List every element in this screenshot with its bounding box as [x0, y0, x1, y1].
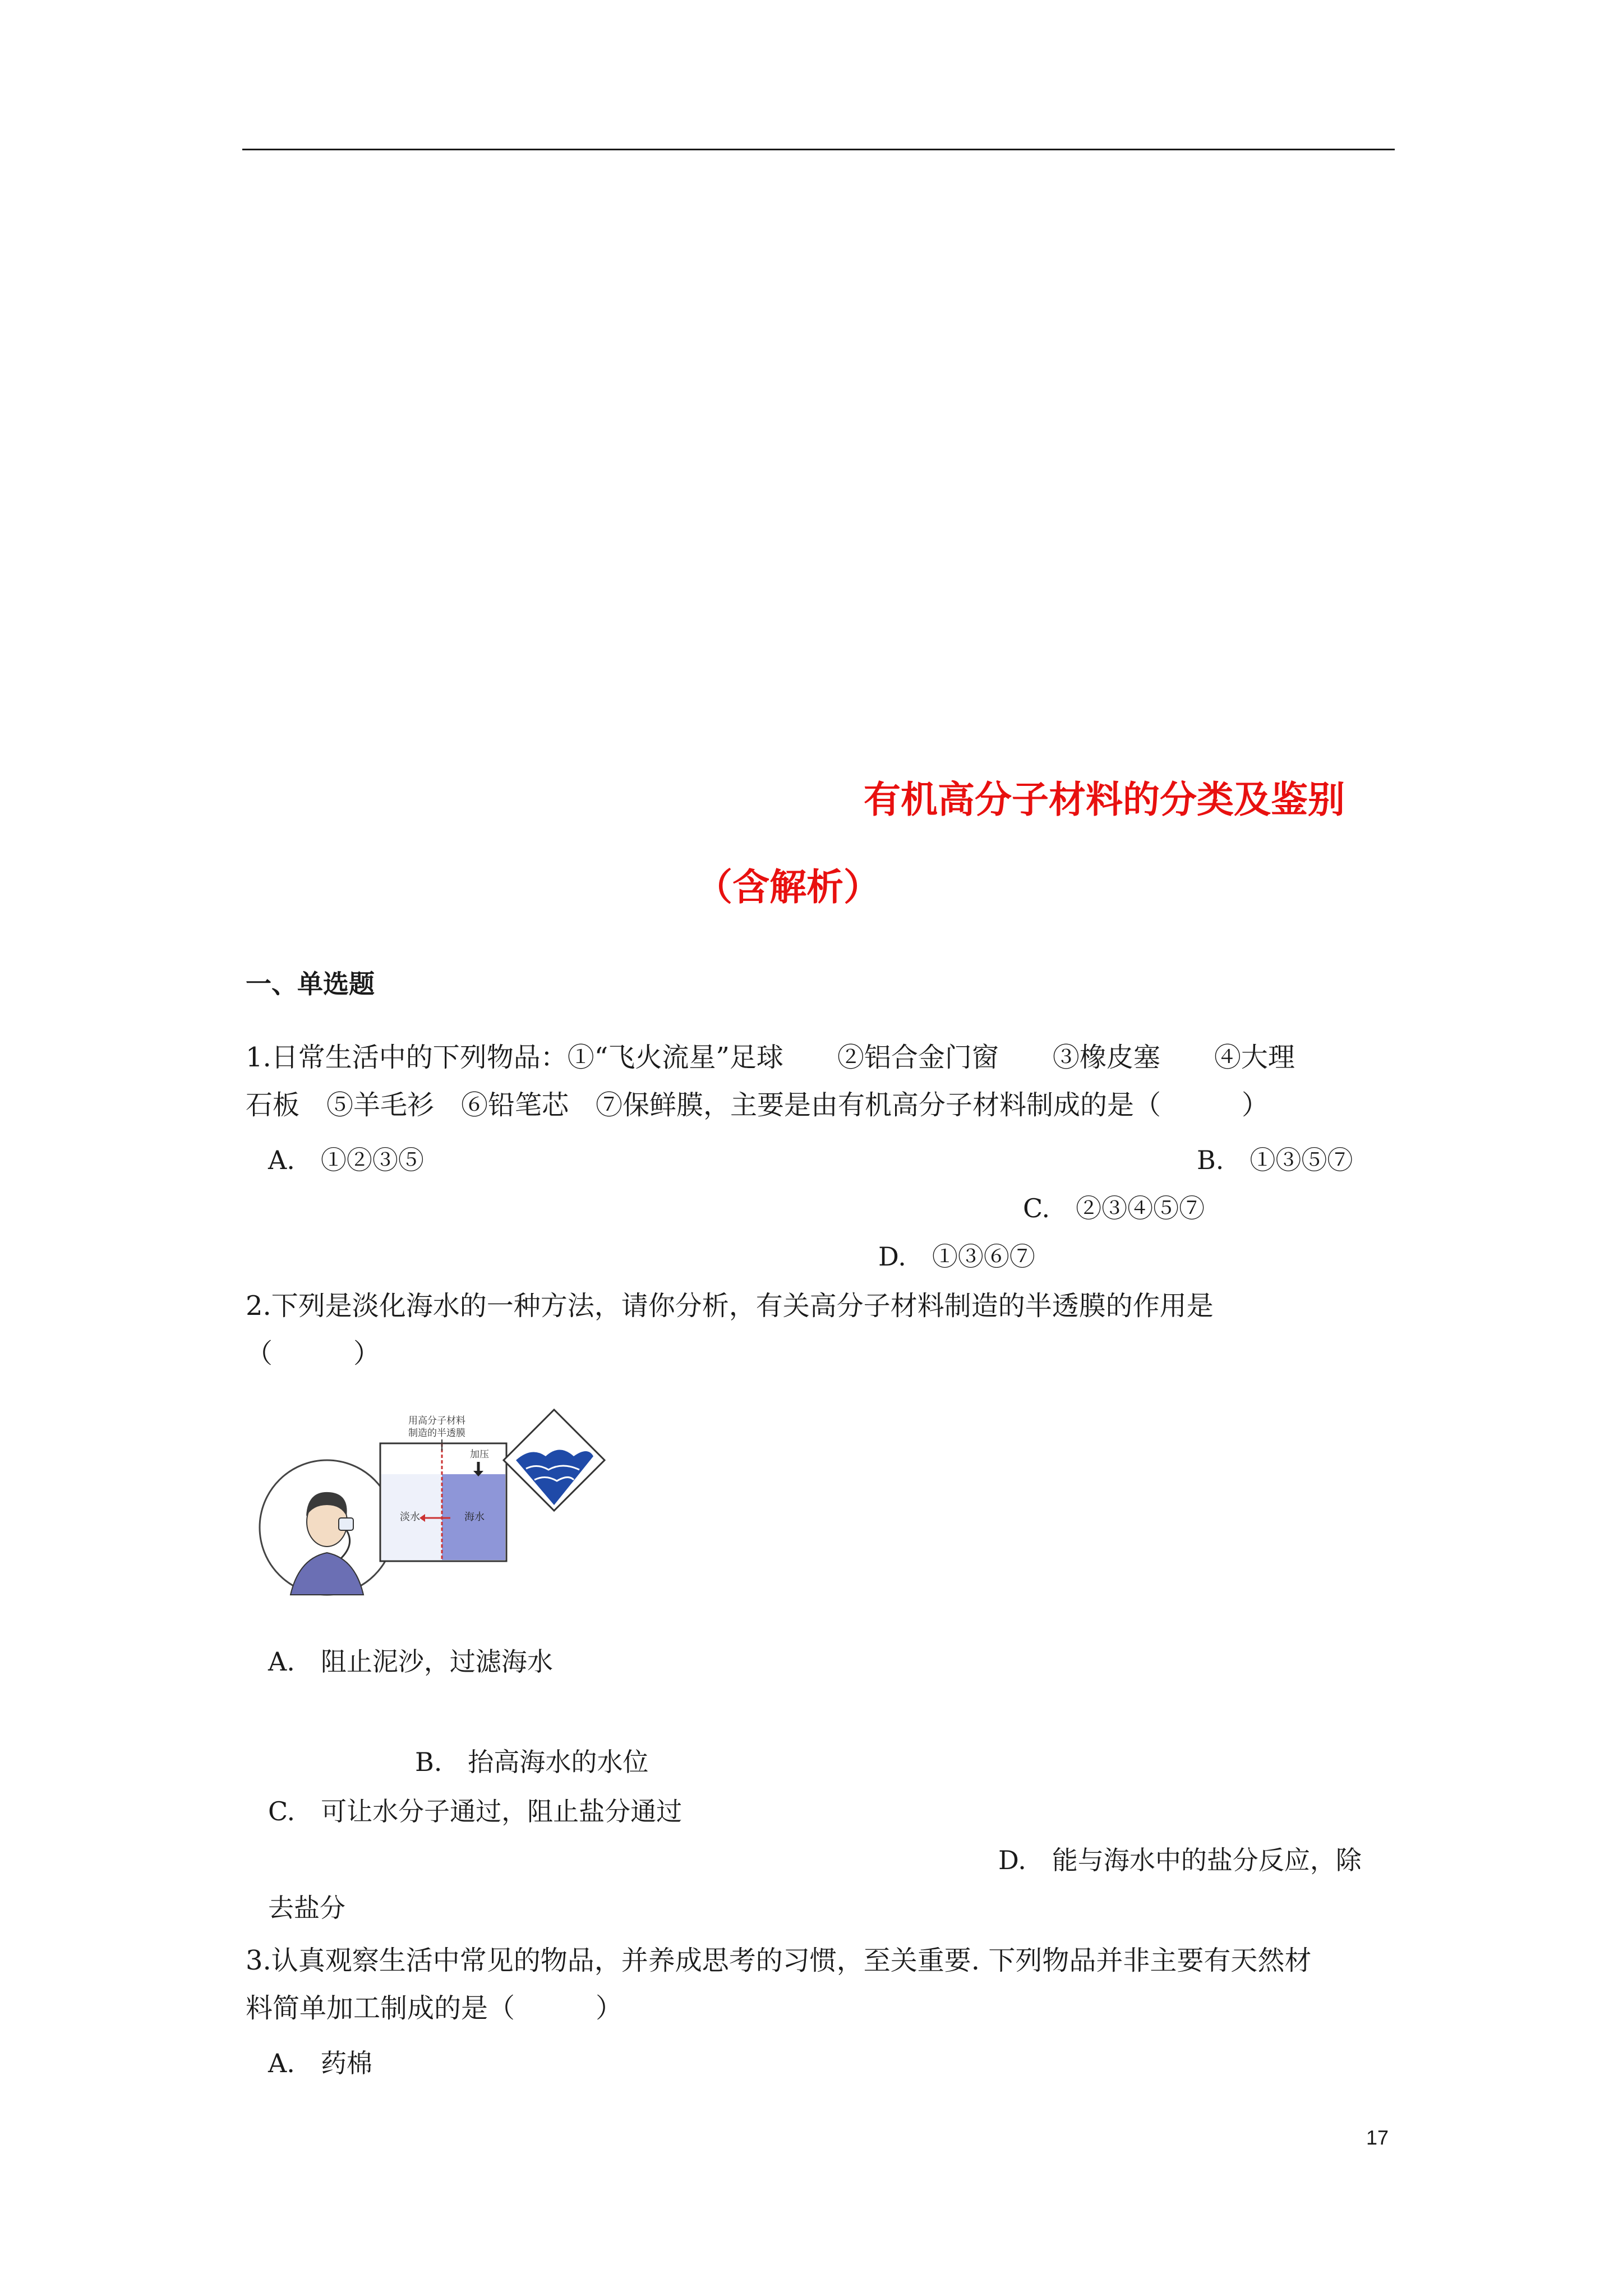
cup-icon: [339, 1518, 353, 1530]
sea-wave-icon: [504, 1410, 605, 1511]
question-2-option-b: B. 抬高海水的水位: [415, 1747, 649, 1777]
question-2-option-d-continued: 去盐分: [268, 1893, 345, 1923]
question-3-line-2: 料简单加工制成的是（ ）: [246, 1993, 623, 2024]
desalination-figure: [257, 1390, 621, 1614]
question-1-option-c: C. ②③④⑤⑦: [1023, 1193, 1205, 1223]
question-2-line-2: （ ）: [246, 1338, 381, 1369]
page-number: 17: [1366, 2126, 1389, 2149]
question-1-line-1: 1.日常生活中的下列物品：①“飞火流星”足球 ②铝合金门窗 ③橡皮塞 ④大理: [246, 1042, 1295, 1073]
section-heading: 一、单选题: [246, 969, 375, 999]
question-1-option-b: B. ①③⑤⑦: [1197, 1145, 1353, 1175]
question-2-option-d: D. 能与海水中的盐分反应，除: [998, 1845, 1362, 1875]
page-subtitle: （含解析）: [695, 865, 880, 909]
question-2-option-a: A. 阻止泥沙，过滤海水: [268, 1646, 553, 1677]
question-2-line-1: 2.下列是淡化海水的一种方法，请你分析，有关高分子材料制造的半透膜的作用是: [246, 1290, 1214, 1322]
question-1-line-2: 石板 ⑤羊毛衫 ⑥铅笔芯 ⑦保鲜膜，主要是由有机高分子材料制成的是（ ）: [246, 1089, 1269, 1121]
membrane-label-2: 制造的半透膜: [408, 1428, 465, 1439]
fresh-water-label: 淡水: [400, 1511, 420, 1523]
page-title: 有机高分子材料的分类及鉴别: [864, 777, 1345, 821]
question-2-option-c: C. 可让水分子通过，阻止盐分通过: [268, 1796, 683, 1826]
header-rule: [242, 149, 1395, 150]
question-1-option-a: A. ①②③⑤: [268, 1145, 424, 1175]
pressure-label: 加压: [470, 1449, 489, 1460]
question-3-option-a: A. 药棉: [268, 2048, 372, 2078]
question-3-line-1: 3.认真观察生活中常见的物品，并养成思考的习惯，至关重要. 下列物品并非主要有天然材: [246, 1945, 1312, 1976]
desalination-illustration: [257, 1390, 621, 1614]
membrane-label-1: 用高分子材料: [408, 1415, 465, 1427]
sea-water-label: 海水: [464, 1511, 485, 1523]
question-1-option-d: D. ①③⑥⑦: [878, 1241, 1035, 1272]
